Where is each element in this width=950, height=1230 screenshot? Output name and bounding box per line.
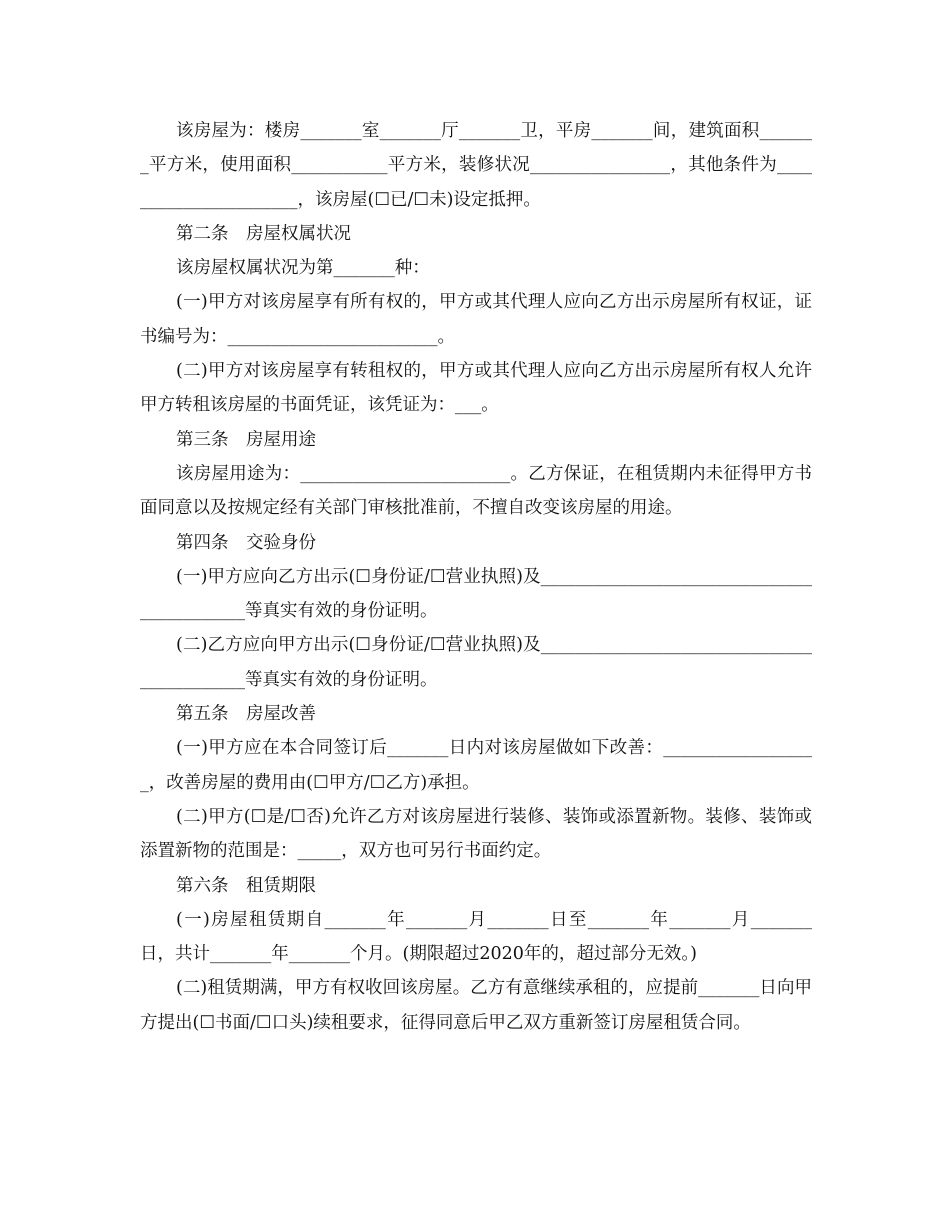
paragraph-usage: 该房屋用途为：________________________。乙方保证，在租赁期内未征得甲方书面同意以及按规定经有关部门审核批准前，不擅自改变该房屋的用途。 (140, 463, 812, 519)
paragraph-ownership-type: 该房屋权属状况为第_______种： (176, 258, 430, 279)
section-heading-3: 第三条 房屋用途 (176, 429, 316, 450)
paragraph-identity-2: (二)乙方应向甲方出示(☐身份证/☐营业执照)及___________________________________________等真实有效的身份证明。 (140, 635, 812, 690)
paragraph-lease-term-1: (一)房屋租赁期自_______年_______月_______日至_______年_______月_______日，共计_______年_______个月。(期限超过2020年的，超过部分无效。) (140, 909, 812, 965)
section-heading-5: 第五条 房屋改善 (176, 704, 316, 725)
paragraph-property-description: 该房屋为：楼房_______室_______厅_______卫，平房_______间，建筑面积_______平方米，使用面积___________平方米，装修状况________________，其他条件为______________________，该房屋(☐已/☐未)设定抵押。 (140, 121, 812, 210)
paragraph-lease-term-2: (二)租赁期满，甲方有权收回该房屋。乙方有意继续承租的，应提前_______日向甲方提出(☐书面/☐口头)续租要求，征得同意后甲乙双方重新签订房屋租赁合同。 (140, 978, 812, 1033)
paragraph-ownership-1: (一)甲方对该房屋享有所有权的，甲方或其代理人应向乙方出示房屋所有权证，证书编号为：________________________。 (140, 292, 812, 347)
section-heading-4: 第四条 交验身份 (176, 532, 316, 553)
paragraph-ownership-2: (二)甲方对该房屋享有转租权的，甲方或其代理人应向乙方出示房屋所有权人允许甲方转租该房屋的书面凭证，该凭证为：___。 (140, 361, 812, 416)
paragraph-improvement-1: (一)甲方应在本合同签订后_______日内对该房屋做如下改善：__________________，改善房屋的费用由(☐甲方/☐乙方)承担。 (140, 738, 812, 793)
paragraph-improvement-2: (二)甲方(☐是/☐否)允许乙方对该房屋进行装修、装饰或添置新物。装修、装饰或添置新物的范围是：_____，双方也可另行书面约定。 (140, 806, 812, 862)
paragraph-identity-1: (一)甲方应向乙方出示(☐身份证/☐营业执照)及___________________________________________等真实有效的身份证明。 (140, 566, 812, 622)
section-heading-2: 第二条 房屋权属状况 (176, 223, 351, 244)
section-heading-6: 第六条 租赁期限 (176, 875, 316, 896)
contract-page (140, 114, 812, 1040)
